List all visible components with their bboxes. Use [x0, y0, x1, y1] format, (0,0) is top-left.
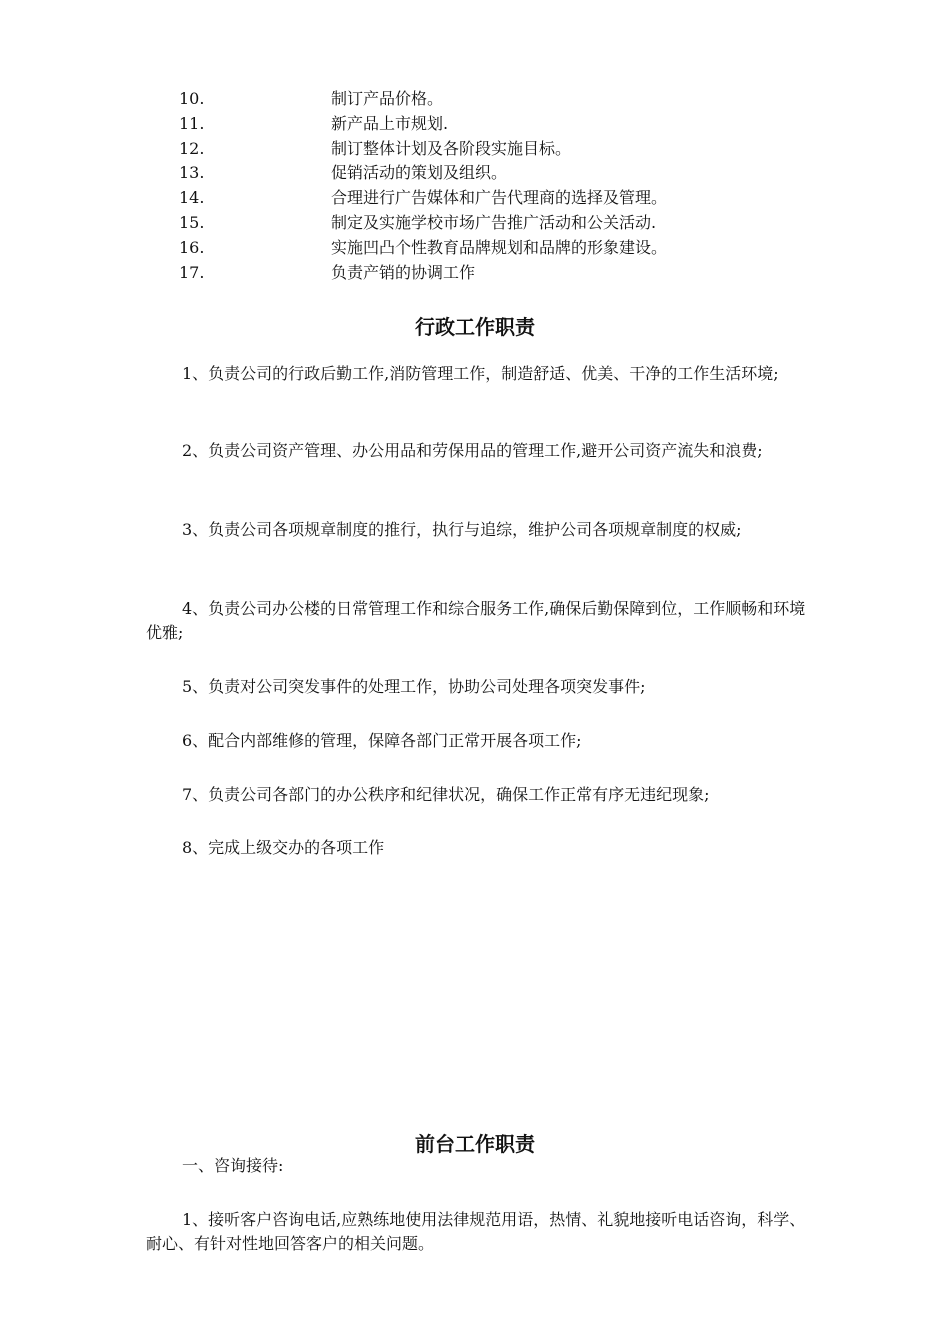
front-desk-subheading: 一、咨询接待: — [182, 1156, 284, 1175]
list-item — [0, 137, 950, 162]
list-item-number: 17. — [179, 262, 205, 282]
list-item-text: 制订产品价格。 — [331, 89, 444, 108]
list-item-number: 13. — [179, 163, 205, 183]
list-item — [0, 236, 950, 261]
list-item-text: 制定及实施学校市场广告推广活动和公关活动. — [331, 212, 657, 232]
front-desk-section-title: 前台工作职责 — [415, 1132, 535, 1156]
list-item-text: 负责产销的协调工作 — [331, 262, 476, 282]
list-item — [0, 161, 950, 186]
admin-paragraph: 2、负责公司资产管理、办公用品和劳保用品的管理工作,避开公司资产流失和浪费; — [182, 441, 763, 460]
list-item-text: 新产品上市规划. — [331, 113, 449, 133]
list-item — [0, 261, 950, 286]
list-item-number: 15. — [179, 212, 205, 232]
list-item — [0, 186, 950, 211]
admin-section-title: 行政工作职责 — [415, 315, 535, 339]
list-item-text: 制订整体计划及各阶段实施目标。 — [331, 138, 572, 158]
admin-paragraph: 8、完成上级交办的各项工作 — [182, 838, 385, 857]
admin-paragraph: 4、负责公司办公楼的日常管理工作和综合服务工作,确保后勤保障到位，工作顺畅和环境优雅; — [146, 599, 806, 642]
admin-paragraph: 5、负责对公司突发事件的处理工作，协助公司处理各项突发事件; — [182, 677, 646, 696]
admin-paragraph: 6、配合内部维修的管理，保障各部门正常开展各项工作; — [182, 731, 582, 750]
list-item-number: 12. — [179, 138, 205, 158]
list-item-number: 11. — [179, 113, 205, 133]
responsibilities-list — [0, 87, 950, 285]
list-item — [0, 112, 950, 137]
list-item-number: 16. — [179, 237, 205, 257]
admin-paragraph: 7、负责公司各部门的办公秩序和纪律状况，确保工作正常有序无违纪现象; — [182, 785, 710, 804]
front-desk-paragraph: 1、接听客户咨询电话,应熟练地使用法律规范用语，热情、礼貌地接听电话咨询，科学、耐心、有针对性地回答客户的相关问题。 — [146, 1210, 806, 1253]
admin-paragraph: 1、负责公司的行政后勤工作,消防管理工作，制造舒适、优美、干净的工作生活环境; — [182, 364, 779, 383]
list-item-number: 14. — [179, 188, 205, 208]
admin-paragraph: 3、负责公司各项规章制度的推行，执行与追综，维护公司各项规章制度的权威; — [182, 520, 742, 539]
list-item — [0, 211, 950, 236]
list-item-number: 10. — [179, 89, 205, 108]
list-item-text: 合理进行广告媒体和广告代理商的选择及管理。 — [331, 188, 668, 208]
list-item-text: 实施凹凸个性教育品牌规划和品牌的形象建设。 — [331, 237, 668, 257]
list-item-text: 促销活动的策划及组织。 — [331, 163, 508, 183]
list-item — [0, 87, 950, 112]
